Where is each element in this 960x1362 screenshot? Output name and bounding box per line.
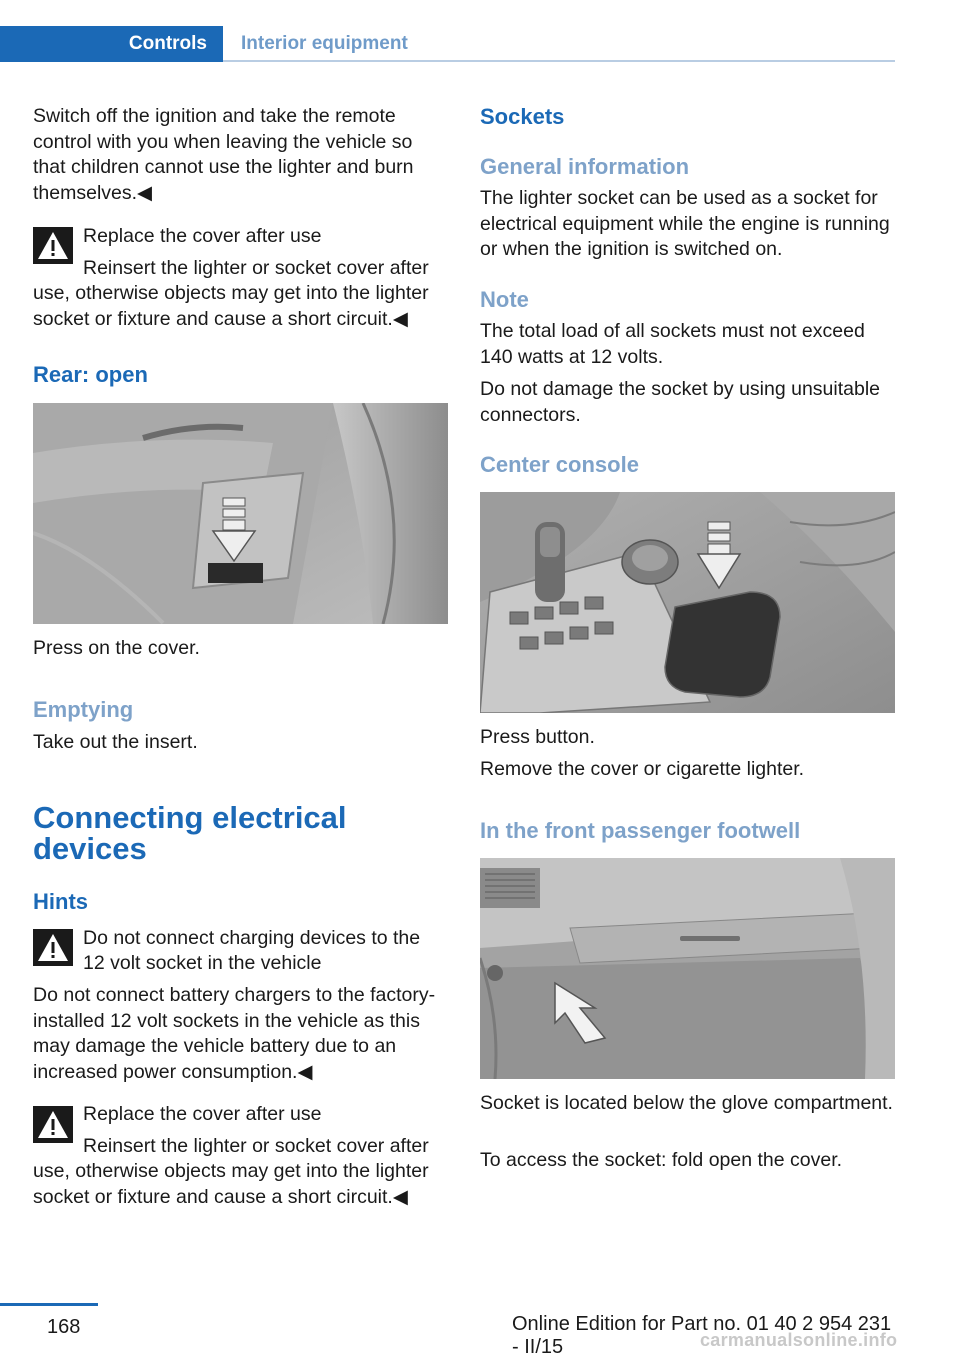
warning1-text-first: Reinsert the lighter or socket cover after [83, 257, 429, 279]
subsection-tab: Interior equipment [223, 26, 895, 62]
footer-rule [0, 1303, 98, 1306]
center-caption-2: Remove the cover or cigarette lighter. [480, 758, 805, 780]
hints-heading: Hints [33, 889, 88, 914]
emptying-text: Take out the insert. [33, 731, 198, 753]
watermark: carmanualsonline.info [700, 1330, 898, 1350]
warning2-text: Do not connect battery chargers to the factory-installed 12 volt sockets in the vehicle as this may damage the vehicle battery due to an increased power consumption.◀ [33, 984, 436, 1083]
section-tab: Controls [0, 26, 223, 62]
footwell-text-1: Socket is located below the glove compartment. [480, 1092, 893, 1114]
intro-text: Switch off the ignition and take the remote control with you when leaving the vehicle so that children cannot use the lighter and burn themselves.◀ [33, 105, 414, 204]
sockets-heading: Sockets [480, 104, 565, 129]
warning3-title: Replace the cover after use [83, 1103, 322, 1125]
connecting-heading: Connecting electrical devices [33, 800, 347, 866]
footwell-heading: In the front passenger footwell [480, 818, 801, 843]
warning3-text-first: Reinsert the lighter or socket cover after [83, 1135, 429, 1157]
emptying-heading: Emptying [33, 697, 134, 722]
warning1-title: Replace the cover after use [83, 225, 322, 247]
warning-triangle-icon [33, 227, 73, 264]
footwell-photo [480, 858, 895, 1079]
edition-text: Online Edition for Part no. 01 40 2 954 231 - II/15 [512, 1313, 892, 1358]
general-info-text: The lighter socket can be used as a socket for electrical equipment while the engine is running or when the ignition is switched on. [480, 187, 890, 260]
center-console-heading: Center console [480, 452, 639, 477]
note-text-1: The total load of all sockets must not exceed 140 watts at 12 volts. [480, 320, 865, 368]
warning2-title-line1: Do not connect charging devices to the [83, 927, 421, 949]
center-console-photo [480, 492, 895, 713]
rear-caption: Press on the cover. [33, 637, 200, 659]
warning1-text-rest: use, otherwise objects may get into the lighter socket or fixture and cause a short circuit.◀ [33, 282, 429, 330]
note-heading: Note [480, 287, 529, 312]
rear-door-photo [33, 403, 448, 624]
warning-triangle-icon [33, 929, 73, 966]
page-number: 168 [47, 1316, 81, 1338]
warning-triangle-icon [33, 1106, 73, 1143]
footwell-text-2: To access the socket: fold open the cover. [480, 1149, 843, 1171]
rear-open-heading: Rear: open [33, 362, 148, 387]
header-rule [223, 60, 895, 62]
general-info-heading: General information [480, 154, 690, 179]
note-text-2: Do not damage the socket by using unsuitable connectors. [480, 378, 881, 426]
warning3-text-rest: use, otherwise objects may get into the lighter socket or fixture and cause a short circuit.◀ [33, 1160, 429, 1208]
warning2-title-line2: 12 volt socket in the vehicle [83, 952, 322, 974]
page-header [0, 0, 960, 62]
center-caption-1: Press button. [480, 726, 595, 748]
